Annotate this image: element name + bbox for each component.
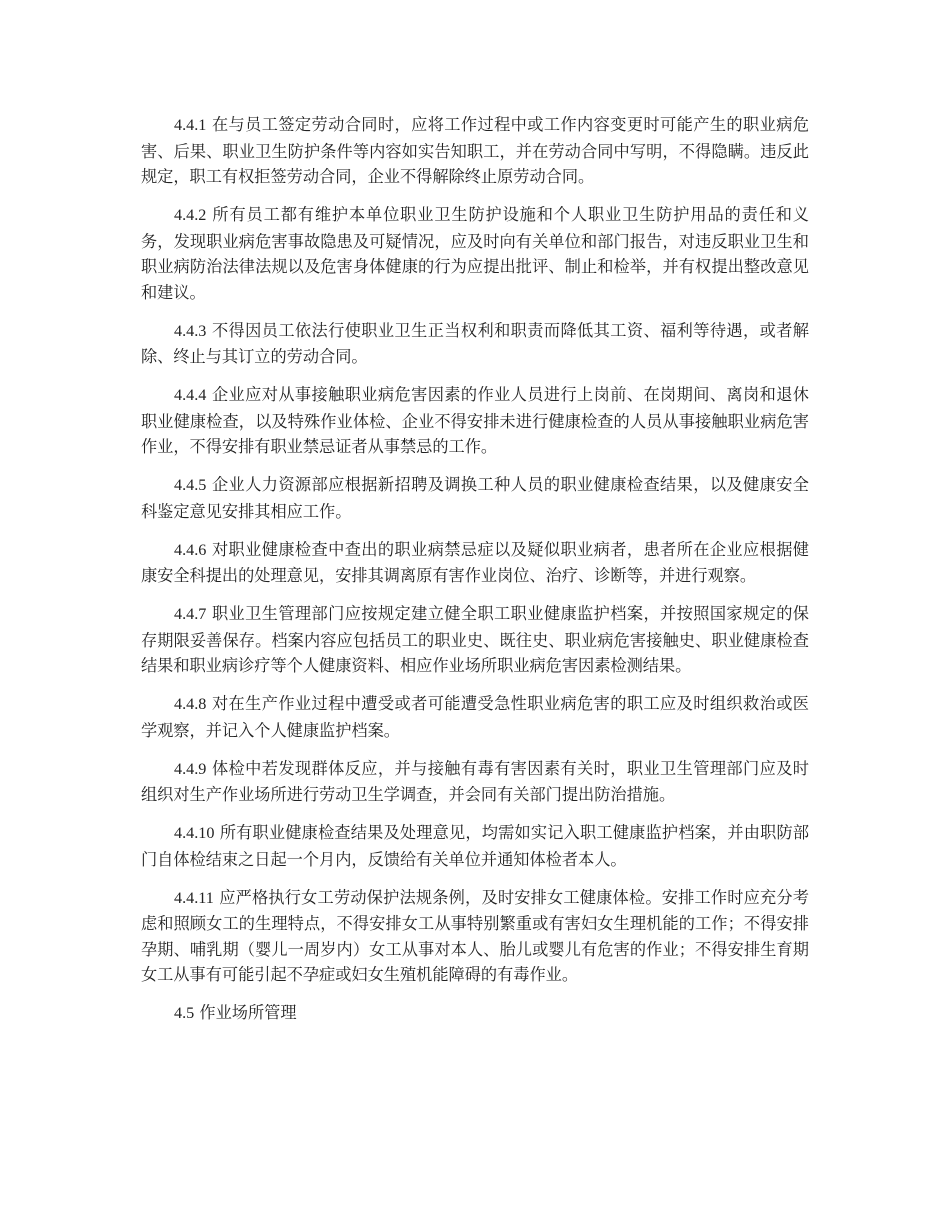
clause-number: 4.4.9	[174, 759, 207, 778]
paragraph-4-4-1	[141, 112, 809, 190]
clause-text: 企业应对从事接触职业病危害因素的作业人员进行上岗前、在岗期间、离岗和退休职业健康检查，以及特殊作业体检、企业不得安排未进行健康检查的人员从事接触职业病危害作业，不得安排有职业禁忌证者从事禁忌的工作。	[141, 385, 809, 456]
paragraph-4-4-3	[141, 318, 809, 370]
paragraph-4-4-9	[141, 756, 809, 808]
paragraph-4-4-6	[141, 537, 809, 589]
clause-number: 4.4.10	[174, 824, 215, 842]
paragraph-4-4-4	[141, 382, 809, 460]
paragraph-4-4-5	[141, 472, 809, 524]
section-title: 作业场所管理	[199, 1003, 297, 1022]
clause-number: 4.4.6	[174, 540, 207, 559]
clause-number: 4.4.7	[174, 605, 207, 623]
clause-number: 4.4.11	[174, 888, 214, 907]
clause-text: 企业人力资源部应根据新招聘及调换工种人员的职业健康检查结果，以及健康安全科鉴定意见安排其相应工作。	[141, 475, 809, 521]
paragraph-4-4-11	[141, 885, 809, 988]
section-number: 4.5	[174, 1004, 195, 1022]
clause-number: 4.4.4	[174, 386, 207, 404]
clause-number: 4.4.8	[174, 695, 207, 713]
paragraph-4-4-2	[141, 202, 809, 305]
clause-text: 所有员工都有维护本单位职业卫生防护设施和个人职业卫生防护用品的责任和义务，发现职业病危害事故隐患及可疑情况，应及时向有关单位和部门报告，对违反职业卫生和职业病防治法律法规以及危害身体健康的行为应提出批评、制止和检举，并有权提出整改意见和建议。	[141, 205, 809, 302]
clause-text: 职业卫生管理部门应按规定建立健全职工职业健康监护档案，并按照国家规定的保存期限妥善保存。档案内容应包括员工的职业史、既往史、职业病危害接触史、职业健康检查结果和职业病诊疗等个人健康资料、相应作业场所职业病危害因素检测结果。	[141, 604, 809, 675]
section-heading-4-5	[141, 1000, 809, 1027]
clause-text: 不得因员工依法行使职业卫生正当权利和职责而降低其工资、福利等待遇，或者解除、终止与其订立的劳动合同。	[141, 320, 809, 366]
clause-number: 4.4.5	[174, 476, 207, 494]
document-page	[141, 112, 809, 1039]
paragraph-4-4-7	[141, 601, 809, 679]
paragraph-4-4-10	[141, 820, 809, 872]
clause-text: 对职业健康检查中查出的职业病禁忌症以及疑似职业病者，患者所在企业应根据健康安全科提出的处理意见，安排其调离原有害作业岗位、治疗、诊断等，并进行观察。	[141, 539, 809, 585]
clause-text: 所有职业健康检查结果及处理意见，均需如实记入职工健康监护档案，并由职防部门自体检结束之日起一个月内，反馈给有关单位并通知体检者本人。	[141, 823, 810, 869]
clause-text: 在与员工签定劳动合同时，应将工作过程中或工作内容变更时可能产生的职业病危害、后果、职业卫生防护条件等内容如实告知职工，并在劳动合同中写明，不得隐瞒。违反此规定，职工有权拒签劳动合同，企业不得解除终止原劳动合同。	[141, 115, 809, 186]
clause-text: 对在生产作业过程中遭受或者可能遭受急性职业病危害的职工应及时组织救治或医学观察，并记入个人健康监护档案。	[141, 694, 809, 740]
clause-text: 应严格执行女工劳动保护法规条例，及时安排女工健康体检。安排工作时应充分考虑和照顾女工的生理特点，不得安排女工从事特别繁重或有害妇女生理机能的工作；不得安排孕期、哺乳期（婴儿一周岁内）女工从事对本人、胎儿或婴儿有危害的作业；不得安排生育期女工从事有可能引起不孕症或妇女生殖机能障碍的有毒作业。	[141, 887, 809, 984]
clause-text: 体检中若发现群体反应，并与接触有毒有害因素有关时，职业卫生管理部门应及时组织对生产作业场所进行劳动卫生学调查，并会同有关部门提出防治措施。	[141, 758, 809, 804]
paragraph-4-4-8	[141, 691, 809, 743]
clause-number: 4.4.2	[174, 206, 207, 224]
clause-number: 4.4.3	[174, 321, 207, 340]
clause-number: 4.4.1	[174, 116, 207, 134]
